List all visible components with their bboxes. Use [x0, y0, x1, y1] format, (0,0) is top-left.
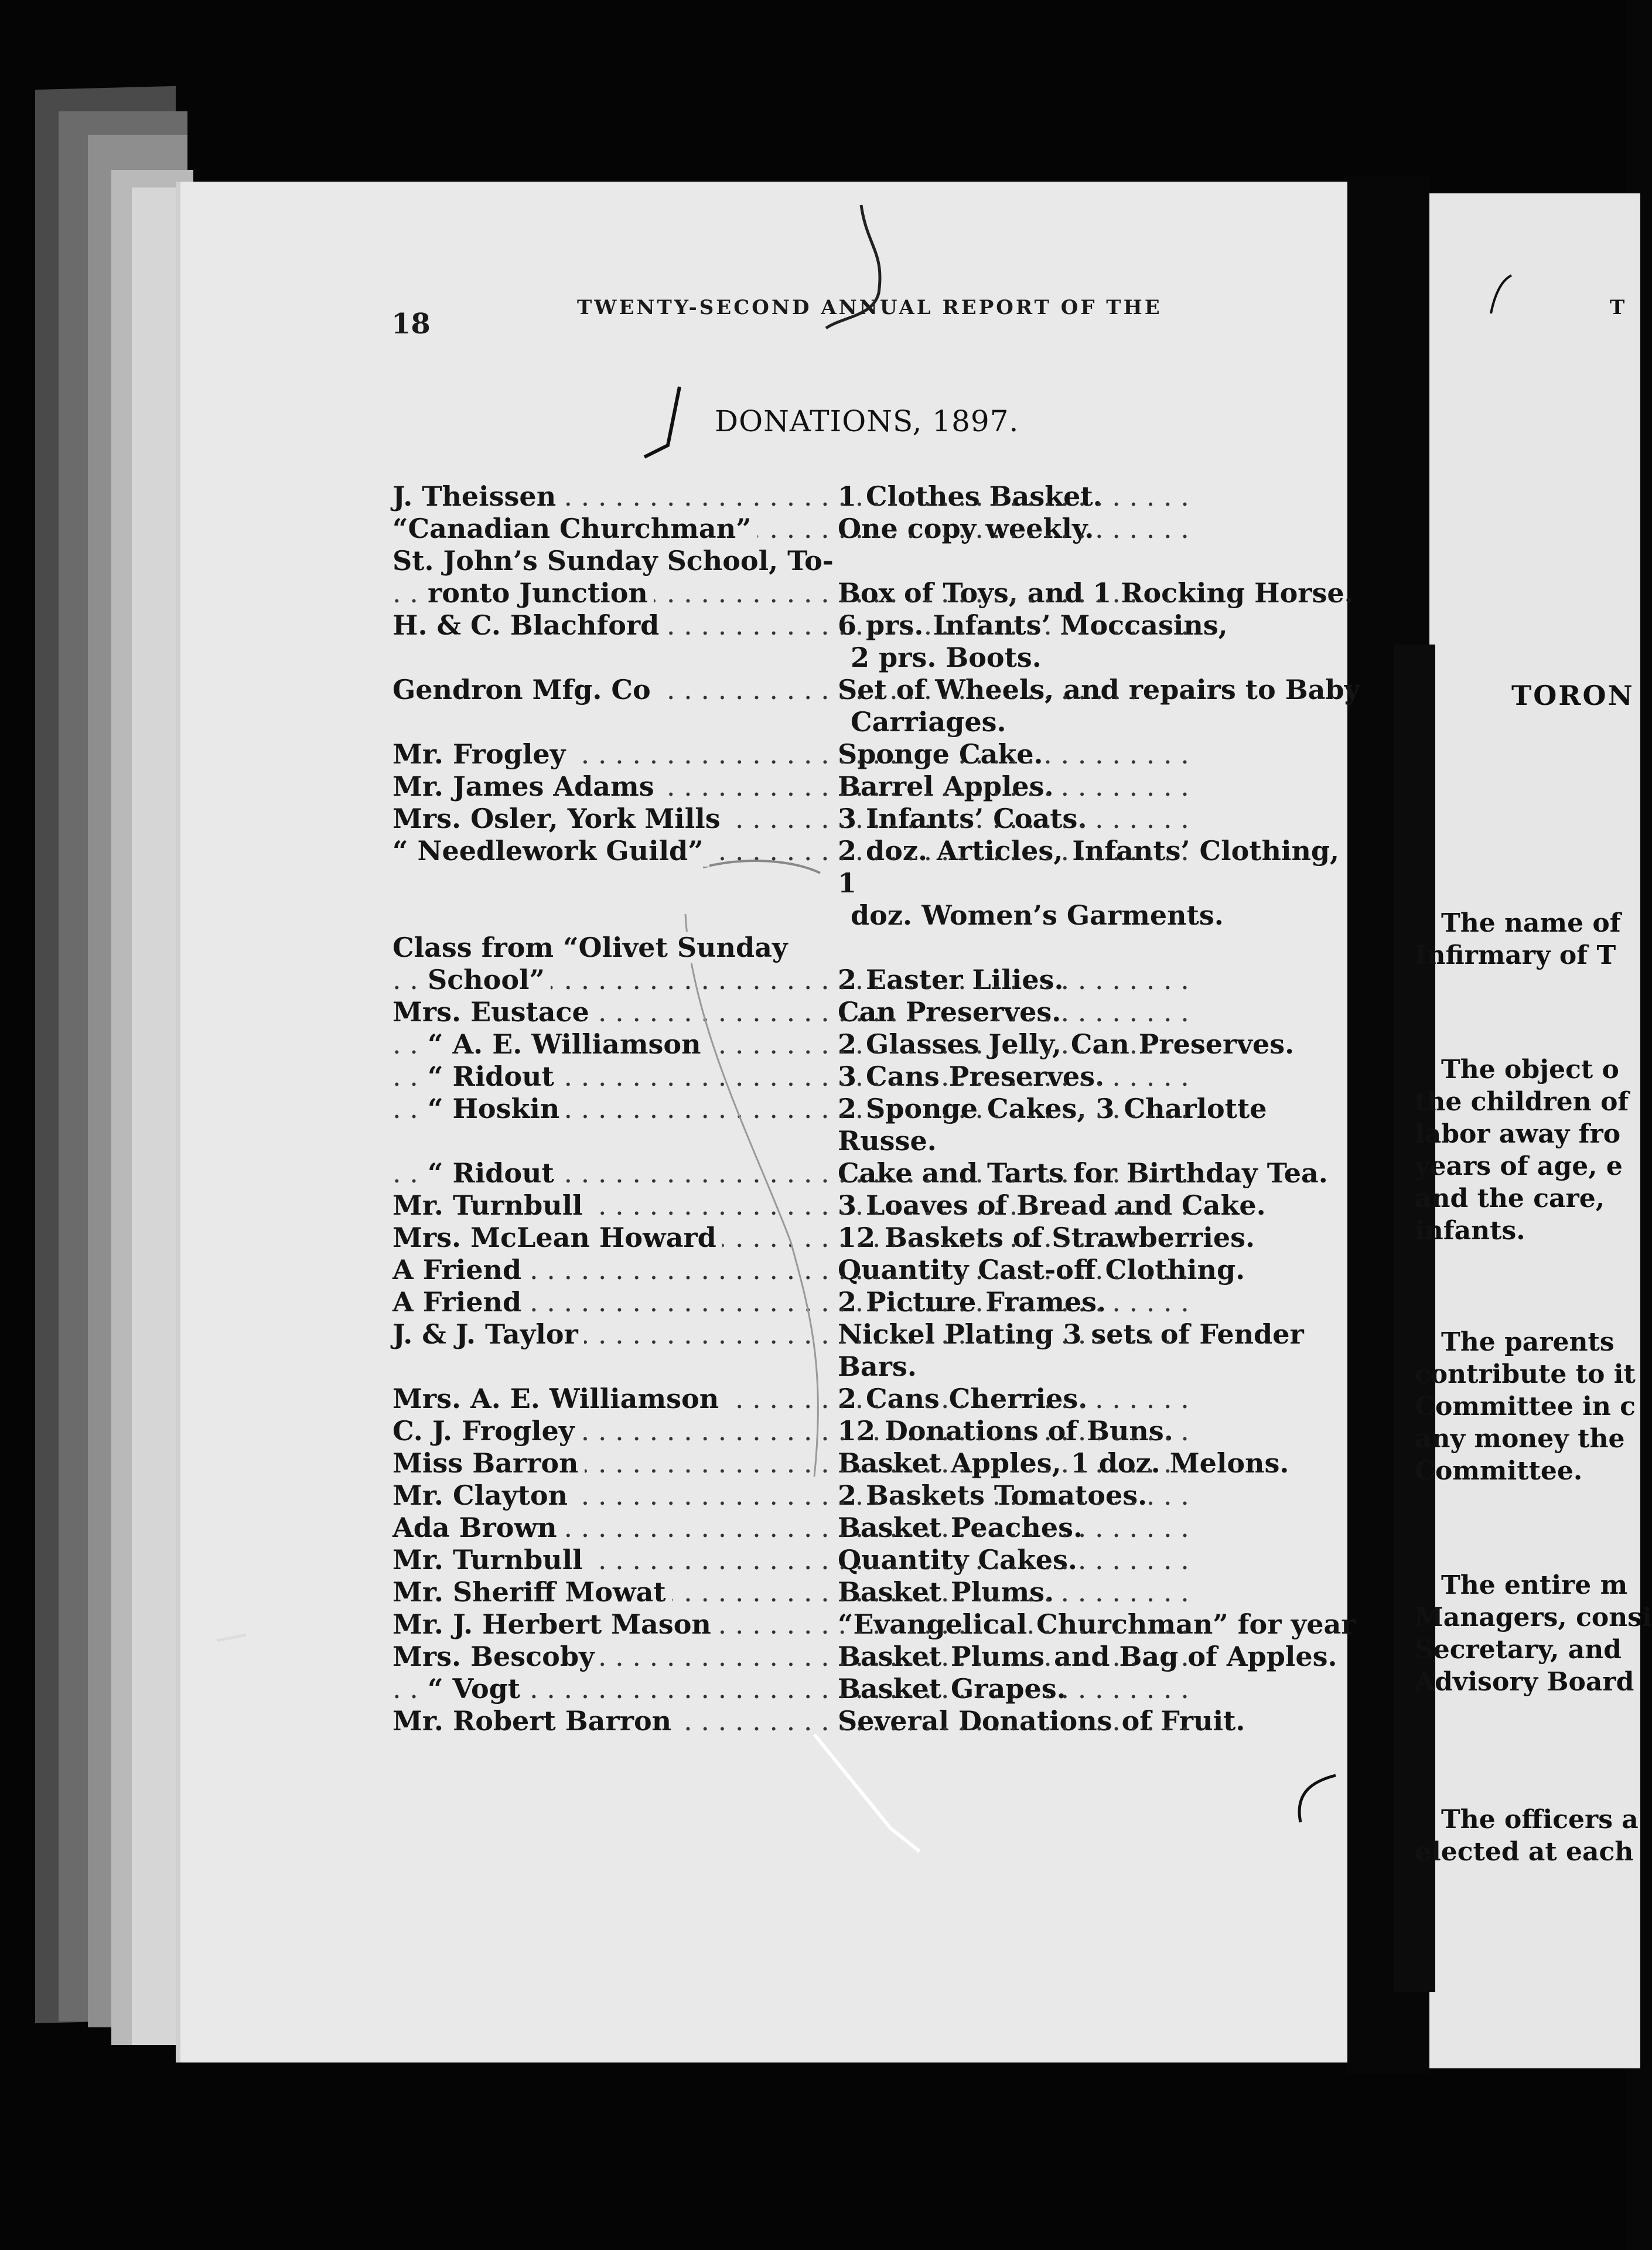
donor-name: Class from “Olivet Sunday	[392, 932, 794, 963]
donation-item-line: Can Preserves.	[838, 996, 1061, 1028]
donor-name: Mr. Turnbull	[392, 1189, 589, 1221]
donation-item-line: Sponge Cake.	[838, 738, 1043, 770]
donation-item-line: 2 Easter Lilies.	[838, 964, 1064, 996]
donor-name: Mrs. Bescoby	[392, 1641, 600, 1672]
donation-item-line: 3 Cans Preserves.	[838, 1061, 1105, 1092]
donation-item-line: 2 Baskets Tomatoes.	[838, 1479, 1148, 1511]
donation-item-line: One copy weekly.	[838, 513, 1094, 544]
donor-name: Mr. James Adams	[392, 771, 660, 802]
facing-page-line: infants.	[1415, 1216, 1525, 1246]
donor-cell	[392, 932, 838, 964]
facing-page-heading: TORON	[1511, 680, 1634, 711]
donor-name: Mr. Robert Barron	[392, 1705, 677, 1737]
facing-page-line: The object o	[1441, 1055, 1619, 1085]
facing-page-line: labor away fro	[1415, 1119, 1621, 1149]
donation-item-line: Box of Toys, and 1 Rocking Horse.	[838, 577, 1354, 609]
donor-name: Mr. Clayton	[392, 1479, 574, 1511]
donor-cell	[392, 545, 838, 577]
donation-item-line: Quantity Cakes.	[838, 1544, 1077, 1576]
donation-item-line: 3 Infants’ Coats.	[838, 803, 1087, 834]
donation-item-line: Basket Apples, 1 doz. Melons.	[838, 1447, 1289, 1479]
donor-name: Mrs. Osler, York Mills	[392, 803, 726, 834]
donor-name: A Friend	[392, 1254, 527, 1286]
donor-name: Miss Barron	[392, 1447, 585, 1479]
donation-item-line: 2 Picture Frames.	[838, 1286, 1107, 1318]
donor-name: J. & J. Taylor	[392, 1318, 584, 1350]
donation-item-line: Set of Wheels, and repairs to Baby	[838, 674, 1360, 705]
facing-page-line: The officers a	[1441, 1805, 1639, 1835]
facing-page-line: Advisory Board	[1415, 1667, 1634, 1697]
donor-name: Ada Brown	[392, 1512, 563, 1543]
donor-name: St. John’s Sunday School, To-	[392, 545, 839, 577]
page-number: 18	[391, 308, 431, 340]
scratch-mark	[814, 1734, 920, 1852]
donation-item-line: 1 Clothes Basket.	[838, 480, 1103, 512]
donor-name: “ A. E. Williamson	[428, 1028, 707, 1060]
donor-name: “ Vogt	[428, 1673, 526, 1704]
facing-page-line: Infirmary of T	[1415, 940, 1616, 970]
donor-name: Mr. Turnbull	[392, 1544, 589, 1576]
donation-item-line: Quantity Cast-off Clothing.	[838, 1254, 1245, 1286]
scratch-mark	[217, 1635, 246, 1641]
donor-name: Mr. Sheriff Mowat	[392, 1576, 672, 1608]
facing-page-line: any money the	[1415, 1424, 1625, 1454]
donation-item-line: Basket Plums and Bag of Apples.	[838, 1641, 1337, 1672]
donor-name: Gendron Mfg. Co	[392, 674, 657, 705]
facing-page-line: Committee in c	[1415, 1392, 1636, 1421]
donation-item-line: Basket Plums.	[838, 1576, 1054, 1608]
donation-item-line: Several Donations of Fruit.	[838, 1705, 1245, 1737]
donor-name: ronto Junction	[428, 577, 654, 609]
donation-item-line: Barrel Apples.	[838, 771, 1054, 802]
donation-item-line: “Evangelical Churchman” for year	[838, 1608, 1356, 1640]
facing-page-line: years of age, e	[1415, 1151, 1623, 1181]
donor-name: “ Hoskin	[428, 1093, 565, 1124]
facing-running-head: T	[1610, 296, 1625, 319]
pencil-stroke	[644, 387, 680, 457]
page-heading: DONATIONS, 1897.	[715, 404, 1019, 438]
donation-item-line: 2 Cans Cherries.	[838, 1383, 1088, 1414]
donor-name: Mrs. McLean Howard	[392, 1222, 722, 1253]
facing-page-line: Committee.	[1415, 1456, 1583, 1486]
pencil-stroke	[1299, 1775, 1336, 1822]
donation-item-line: 6 prs. Infants’ Moccasins,	[838, 609, 1228, 641]
facing-page-line: The entire m	[1441, 1570, 1628, 1600]
pencil-stroke	[703, 861, 820, 873]
facing-page-line: The name of	[1441, 908, 1621, 938]
facing-page-line: and the care,	[1415, 1184, 1605, 1213]
donor-name: Mrs. Eustace	[392, 996, 595, 1028]
donor-name: “Canadian Churchman”	[392, 513, 757, 544]
donor-name: Mr. Frogley	[392, 738, 571, 770]
pencil-stroke	[826, 205, 880, 328]
donation-item-line: Cake and Tarts for Birthday Tea.	[838, 1157, 1328, 1189]
donor-name: Mrs. A. E. Williamson	[392, 1383, 725, 1414]
donor-name: A Friend	[392, 1286, 527, 1318]
donor-name: H. & C. Blachford	[392, 609, 665, 641]
donation-item-line: 12 Baskets of Strawberries.	[838, 1222, 1255, 1253]
facing-page-line: contribute to it	[1415, 1359, 1636, 1389]
pencil-stroke	[1491, 275, 1511, 313]
donation-item-line: Basket Peaches.	[838, 1512, 1083, 1543]
facing-page-line: Secretary, and	[1415, 1635, 1622, 1665]
donor-name: School”	[428, 964, 551, 996]
donation-item-line: 2 prs. Boots.	[851, 642, 1042, 673]
facing-page-line: elected at each	[1415, 1837, 1634, 1867]
donation-item-line: doz. Women’s Garments.	[851, 899, 1224, 931]
facing-page-line: Managers, consi	[1415, 1603, 1652, 1632]
donation-item-line: 3 Loaves of Bread and Cake.	[838, 1189, 1266, 1221]
donor-name: Mr. J. Herbert Mason	[392, 1608, 717, 1640]
donation-item-line: 12 Donations of Buns.	[838, 1415, 1173, 1447]
donation-item-line: Nickel Plating 3 sets of Fender Bars.	[838, 1318, 1304, 1382]
facing-page-line: the children of	[1415, 1087, 1629, 1117]
donation-item-line: 2 Glasses Jelly, Can Preserves.	[838, 1028, 1295, 1060]
donation-item-line: 2 doz. Articles, Infants’ Clothing, 1	[838, 835, 1340, 899]
donation-item-line: 2 Sponge Cakes, 3 Charlotte Russe.	[838, 1093, 1267, 1157]
donation-item-line: Carriages.	[851, 706, 1006, 738]
donor-name: “ Ridout	[428, 1061, 560, 1092]
facing-page-line: The parents	[1441, 1327, 1615, 1357]
donation-item-line: Basket Grapes.	[838, 1673, 1066, 1704]
donor-name: C. J. Frogley	[392, 1415, 580, 1447]
donor-name: “ Ridout	[428, 1157, 560, 1189]
donor-name: J. Theissen	[392, 480, 562, 512]
running-title: TWENTY-SECOND ANNUAL REPORT OF THE	[577, 296, 1162, 319]
donor-name: “ Needlework Guild”	[392, 835, 709, 867]
